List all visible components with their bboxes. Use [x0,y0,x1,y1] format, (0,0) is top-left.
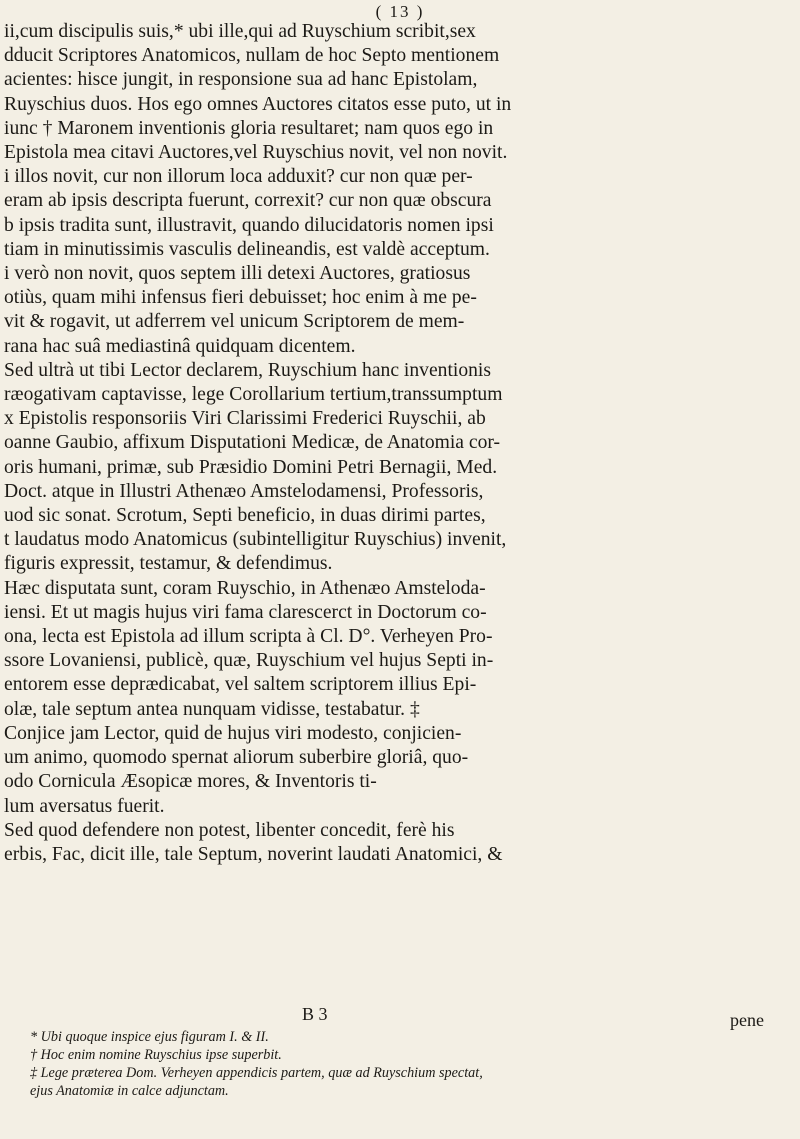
text-line: erbis, Fac, dicit ille, tale Septum, noverint laudati Anatomici, & [4,843,503,865]
text-line: Epistola mea citavi Auctores,vel Ruyschius novit, vel non novit. [4,142,508,164]
text-line: vit & rogavit, ut adferrem vel unicum Scriptorem de mem- [4,311,465,333]
text-line: iensi. Et ut magis hujus viri fama clarescerct in Doctorum co- [4,601,487,623]
catchword: pene [730,1010,764,1030]
text-line: oris humani, primæ, sub Præsidio Domini Petri Bernagii, Med. [4,456,498,478]
text-line: uod sic sonat. Scrotum, Septi beneficio, in duas dirimi partes, [4,505,486,527]
text-line: Hæc disputata sunt, coram Ruyschio, in Athenæo Amsteloda- [4,577,486,599]
text-line: acientes: hisce jungit, in responsione sua ad hanc Epistolam, [4,69,478,91]
text-line: dducit Scriptores Anatomicos, nullam de hoc Septo mentionem [4,45,500,67]
text-line: Sed quod defendere non potest, libenter concedit, ferè his [4,819,455,841]
footnote: * Ubi quoque inspice ejus figuram I. & II. [30,1029,269,1045]
footnotes [30,1028,790,1100]
text-line: t laudatus modo Anatomicus (subintelligitur Ruyschius) invenit, [4,529,507,551]
text-line: um animo, quomodo spernat aliorum suberbire gloriâ, quo- [4,747,469,769]
text-line: Sed ultrà ut tibi Lector declarem, Ruyschium hanc inventionis [4,359,492,381]
text-line: ii,cum discipulis suis,* ubi ille,qui ad Ruyschium scribit,sex [4,21,476,42]
footnote: ‡ Lege præterea Dom. Verheyen appendicis partem, quæ ad Ruyschium spectat, [30,1065,483,1081]
text-line: Conjice jam Lector, quid de hujus viri modesto, conjicien- [4,722,462,744]
text-line: Doct. atque in Illustri Athenæo Amstelodamensi, Professoris, [4,480,484,502]
text-line: rana hac suâ mediastinâ quidquam dicentem. [4,335,356,357]
text-line: b ipsis tradita sunt, illustravit, quando dilucidatoris nomen ipsi [4,214,494,236]
text-line: Ruyschius duos. Hos ego omnes Auctores citatos esse puto, ut in [4,93,512,115]
text-line: i verò non novit, quos septem illi detexi Auctores, gratiosus [4,263,471,285]
text-line: lum aversatus fuerit. [4,795,165,817]
footnote: ejus Anatomiæ in calce adjunctam. [30,1083,229,1099]
text-line: otiùs, quam mihi infensus fieri debuisset; hoc enim à me pe- [4,287,477,309]
text-line: i illos novit, cur non illorum loca adduxit? cur non quæ per- [4,166,473,188]
body-text [4,20,788,867]
text-line: ræogativam captavisse, lege Corollarium tertium,transsumptum [4,384,503,406]
text-line: olæ, tale septum antea nunquam vidisse, testabatur. ‡ [4,698,420,720]
text-line: entorem esse deprædicabat, vel saltem scriptorem illius Epi- [4,674,477,696]
text-line: oanne Gaubio, affixum Disputationi Medicæ, de Anatomia cor- [4,432,501,454]
text-line: iunc † Maronem inventionis gloria resultaret; nam quos ego in [4,117,494,139]
text-line: ona, lecta est Epistola ad illum scripta à Cl. D°. Verheyen Pro- [4,626,493,648]
text-line: figuris expressit, testamur, & defendimus. [4,553,333,575]
text-line: eram ab ipsis descripta fuerunt, correxit? cur non quæ obscura [4,190,492,212]
catchword-row [4,1004,788,1030]
page-number: ( 13 ) [375,2,425,21]
signature-mark: B 3 [302,1004,328,1024]
footnote: † Hoc enim nomine Ruyschius ipse superbit. [30,1047,282,1063]
text-line: tiam in minutissimis vasculis delineandis, est valdè acceptum. [4,238,490,260]
text-line: ssore Lovaniensi, publicè, quæ, Ruyschium vel hujus Septi in- [4,650,494,672]
text-line: x Epistolis responsoriis Viri Clarissimi Frederici Ruyschii, ab [4,408,486,430]
text-line: odo Cornicula Æsopicæ mores, & Inventoris ti- [4,771,377,793]
